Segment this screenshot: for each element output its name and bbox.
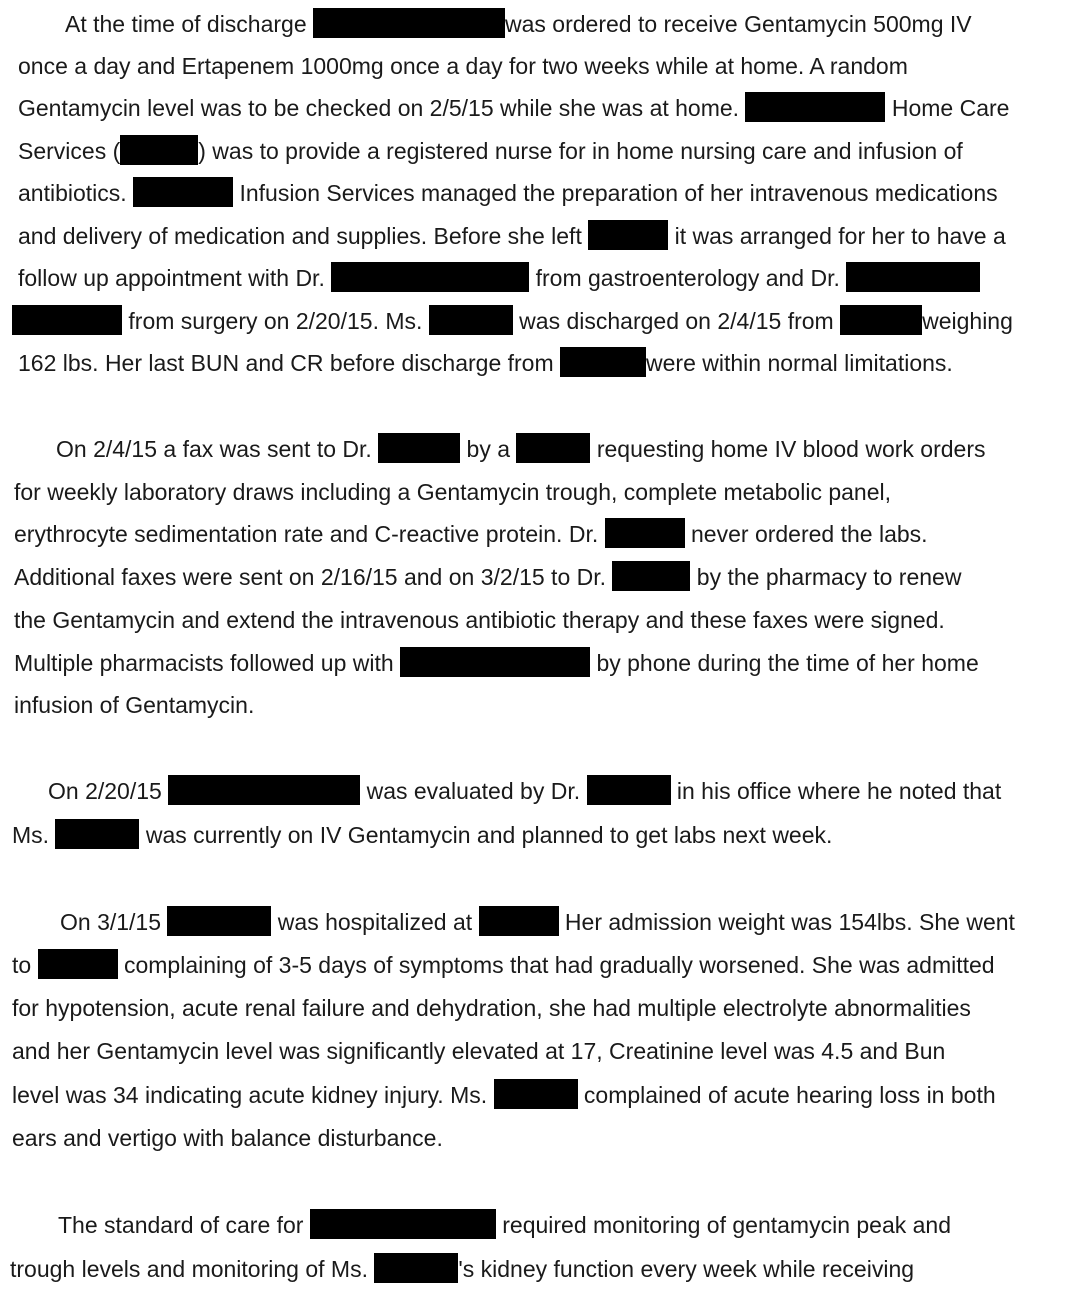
- text-line: [14, 648, 979, 678]
- text-segment: On 2/4/15 a fax was sent to Dr.: [56, 436, 379, 462]
- text-segment: Additional faxes were sent on 2/16/15 and on 3/2/15 to Dr.: [14, 564, 613, 590]
- text-segment: Home Care: [885, 95, 1010, 121]
- text-segment: for weekly laboratory draws including a Gentamycin trough, complete metabolic panel,: [14, 479, 891, 505]
- text-segment: never ordered the labs.: [684, 521, 928, 547]
- text-segment: erythrocyte sedimentation rate and C-reactive protein. Dr.: [14, 521, 605, 547]
- redaction-bar: [587, 775, 671, 805]
- text-line: [12, 1036, 945, 1066]
- redaction-bar: [560, 347, 646, 377]
- text-line: [10, 1254, 914, 1284]
- redaction-bar: [12, 305, 122, 335]
- text-segment: in his office where he noted that: [670, 778, 1002, 804]
- text-segment: Services (: [18, 138, 121, 164]
- text-line: [48, 776, 1001, 806]
- text-segment: and delivery of medication and supplies. Before she left: [18, 223, 589, 249]
- text-segment: 's kidney function every week while receiving: [458, 1256, 915, 1282]
- text-segment: Gentamycin level was to be checked on 2/5/15 while she was at home.: [18, 95, 746, 121]
- text-segment: infusion of Gentamycin.: [14, 692, 255, 718]
- text-segment: it was arranged for her to have a: [668, 223, 1006, 249]
- redaction-bar: [605, 518, 685, 548]
- redaction-bar: [494, 1079, 578, 1109]
- text-segment: Infusion Services managed the preparation of her intravenous medications: [233, 180, 998, 206]
- text-segment: Ms.: [12, 822, 56, 848]
- text-line: [12, 1123, 443, 1153]
- redaction-bar: [516, 433, 590, 463]
- redaction-bar: [378, 433, 460, 463]
- text-segment: The standard of care for: [58, 1212, 310, 1238]
- text-line: [12, 1080, 996, 1110]
- redaction-bar: [479, 906, 559, 936]
- redaction-bar: [133, 177, 233, 207]
- text-line: [18, 51, 908, 81]
- text-segment: level was 34 indicating acute kidney injury. Ms.: [12, 1082, 494, 1108]
- text-segment: from gastroenterology and Dr.: [529, 265, 847, 291]
- text-segment: complained of acute hearing loss in both: [577, 1082, 996, 1108]
- text-segment: by phone during the time of her home: [590, 650, 979, 676]
- text-segment: At the time of discharge: [65, 11, 314, 37]
- text-segment: was ordered to receive Gentamycin 500mg IV: [505, 11, 972, 37]
- redaction-bar: [846, 262, 980, 292]
- text-line: [12, 993, 971, 1023]
- text-segment: On 3/1/15: [60, 909, 168, 935]
- text-segment: On 2/20/15: [48, 778, 169, 804]
- redaction-bar: [588, 220, 668, 250]
- redaction-bar: [612, 561, 690, 591]
- redaction-bar: [313, 8, 505, 38]
- redaction-bar: [120, 135, 198, 165]
- text-segment: 162 lbs. Her last BUN and CR before discharge from: [18, 350, 561, 376]
- text-line: [58, 1210, 951, 1240]
- text-line: [60, 907, 1015, 937]
- text-line: [14, 519, 928, 549]
- redaction-bar: [310, 1209, 496, 1239]
- text-segment: by the pharmacy to renew: [690, 564, 962, 590]
- text-segment: were within normal limitations.: [646, 350, 953, 376]
- text-line: [65, 9, 972, 39]
- text-line: [18, 348, 953, 378]
- text-segment: weighing: [922, 308, 1013, 334]
- text-line: [56, 434, 985, 464]
- text-segment: required monitoring of gentamycin peak and: [495, 1212, 952, 1238]
- redaction-bar: [840, 305, 922, 335]
- text-segment: ears and vertigo with balance disturbance.: [12, 1125, 443, 1151]
- text-segment: Her admission weight was 154lbs. She went: [558, 909, 1015, 935]
- text-line: [12, 306, 1013, 336]
- redaction-bar: [400, 647, 590, 677]
- text-line: [18, 221, 1006, 251]
- text-line: [18, 93, 1009, 123]
- text-segment: for hypotension, acute renal failure and dehydration, she had multiple electrolyte abnormalities: [12, 995, 971, 1021]
- text-segment: follow up appointment with Dr.: [18, 265, 332, 291]
- text-line: [18, 263, 980, 293]
- text-line: [12, 820, 832, 850]
- redaction-bar: [331, 262, 529, 292]
- text-line: [12, 950, 995, 980]
- text-line: [18, 178, 998, 208]
- text-segment: the Gentamycin and extend the intravenous antibiotic therapy and these faxes were signed.: [14, 607, 945, 633]
- redaction-bar: [38, 949, 118, 979]
- text-segment: was currently on IV Gentamycin and planned to get labs next week.: [139, 822, 833, 848]
- text-line: [14, 477, 891, 507]
- text-segment: by a: [460, 436, 517, 462]
- text-line: [14, 605, 945, 635]
- text-segment: was discharged on 2/4/15 from: [512, 308, 841, 334]
- text-line: [14, 690, 254, 720]
- text-segment: complaining of 3-5 days of symptoms that had gradually worsened. She was admitted: [117, 952, 995, 978]
- text-line: [18, 136, 963, 166]
- text-segment: from surgery on 2/20/15. Ms.: [122, 308, 429, 334]
- redaction-bar: [374, 1253, 458, 1283]
- text-segment: antibiotics.: [18, 180, 134, 206]
- text-segment: trough levels and monitoring of Ms.: [10, 1256, 375, 1282]
- text-segment: once a day and Ertapenem 1000mg once a day for two weeks while at home. A random: [18, 53, 908, 79]
- text-segment: to: [12, 952, 38, 978]
- text-segment: Multiple pharmacists followed up with: [14, 650, 401, 676]
- text-segment: was hospitalized at: [271, 909, 479, 935]
- redaction-bar: [745, 92, 885, 122]
- redaction-bar: [429, 305, 513, 335]
- text-segment: ) was to provide a registered nurse for in home nursing care and infusion of: [198, 138, 963, 164]
- text-line: [14, 562, 961, 592]
- redaction-bar: [167, 906, 271, 936]
- redaction-bar: [168, 775, 360, 805]
- text-segment: requesting home IV blood work orders: [590, 436, 986, 462]
- text-segment: and her Gentamycin level was significantly elevated at 17, Creatinine level was 4.5 and Bun: [12, 1038, 946, 1064]
- text-segment: was evaluated by Dr.: [360, 778, 587, 804]
- redaction-bar: [55, 819, 139, 849]
